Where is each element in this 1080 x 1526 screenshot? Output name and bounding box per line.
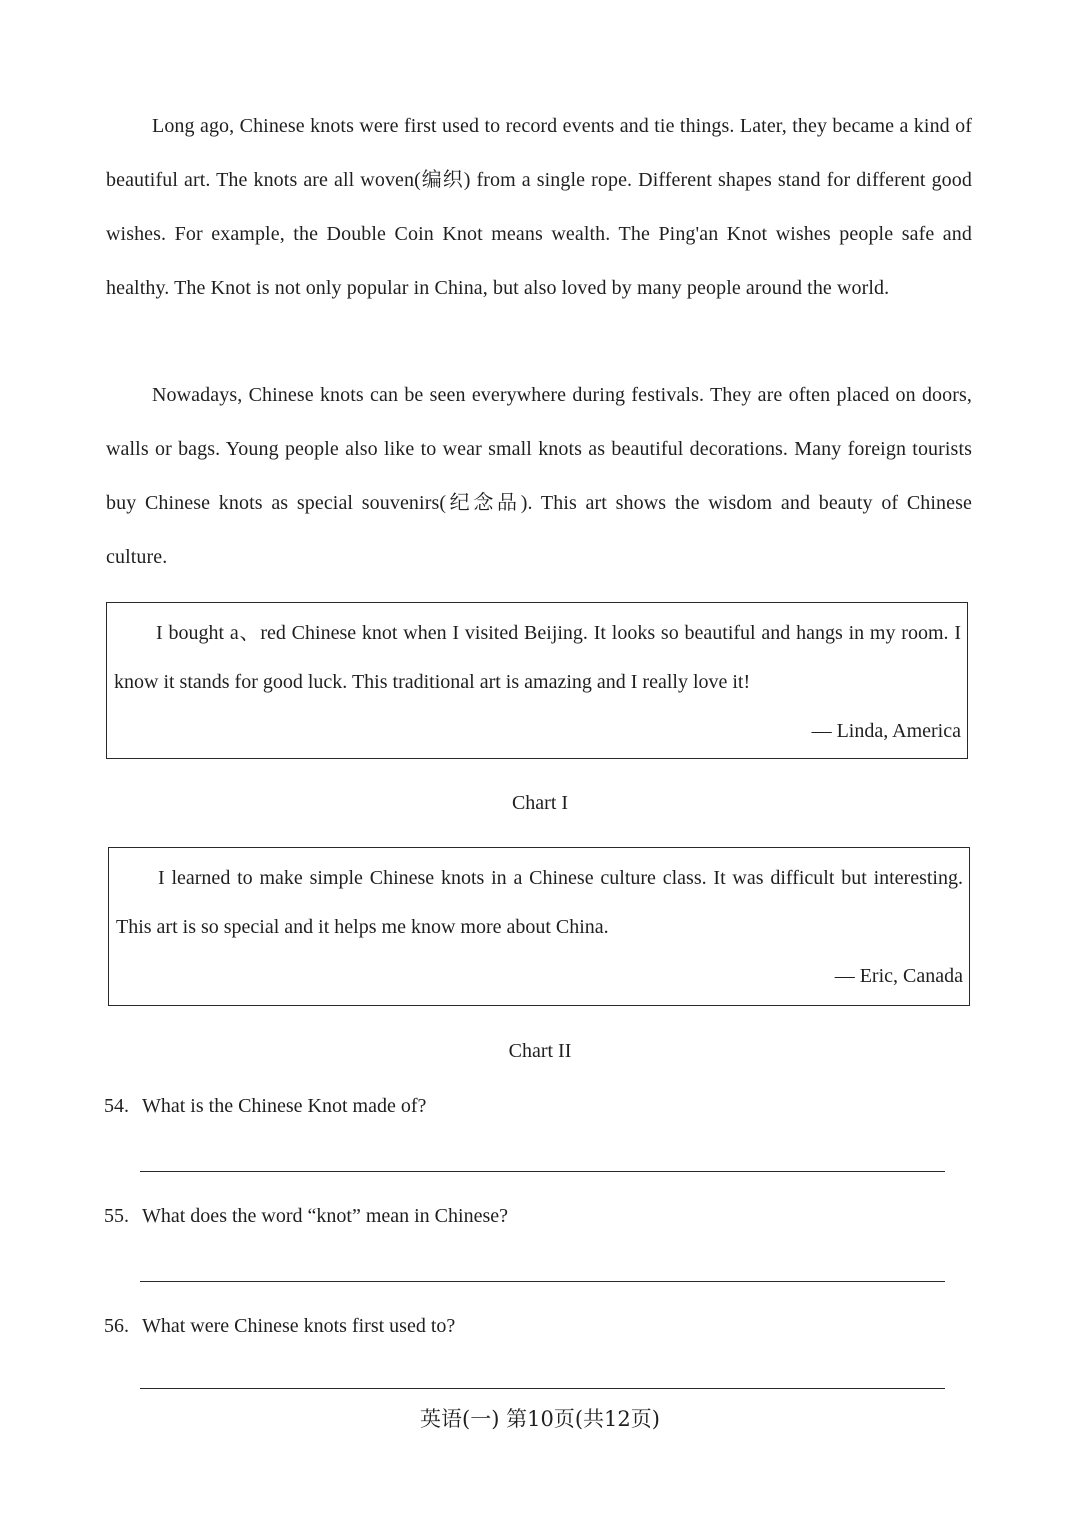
chart-1-box (106, 602, 968, 759)
chart-2-text: I learned to make simple Chinese knots in a Chinese culture class. It was difficult but interesting. This art is so special and it helps me know more about China. (116, 867, 963, 938)
answer-line-54[interactable] (140, 1171, 945, 1172)
chart-2-caption: Chart II (508, 1040, 572, 1062)
passage-paragraph-1: Long ago, Chinese knots were first used to record events and tie things. Later, they became a kind of beautiful art. The knots are all woven(编织) from a single rope. Different shapes stand for different good wishes. For example, the Double Coin Knot means wealth. The Ping'an Knot wishes people safe and healthy. The Knot is not only popular in China, but also loved by many people around the world. (106, 115, 972, 299)
question-text: What were Chinese knots first used to? (142, 1315, 456, 1337)
question-number: 55. (104, 1205, 129, 1227)
answer-line-56[interactable] (140, 1388, 945, 1389)
chart-1-text: I bought a、red Chinese knot when I visited Beijing. It looks so beautiful and hangs in my room. I know it stands for good luck. This traditional art is amazing and I really love it! (114, 622, 961, 693)
question-text: What is the Chinese Knot made of? (142, 1095, 427, 1117)
question-text: What does the word “knot” mean in Chinese? (142, 1205, 508, 1227)
chart-1-signature: — Linda, America (811, 720, 961, 742)
question-54 (104, 1092, 426, 1120)
passage-paragraph-2: Nowadays, Chinese knots can be seen everywhere during festivals. They are often placed on doors, walls or bags. Young people also like to wear small knots as beautiful decorations. Many foreign tourists buy Chinese knots as special souvenirs(纪念品). This art shows the wisdom and beauty of Chinese culture. (106, 384, 972, 568)
question-55 (104, 1202, 508, 1230)
question-number: 56. (104, 1315, 129, 1337)
chart-2-signature: — Eric, Canada (834, 965, 963, 987)
page-footer: 英语(一) 第10页(共12页) (420, 1407, 660, 1431)
question-number: 54. (104, 1095, 129, 1117)
question-56 (104, 1312, 455, 1340)
answer-line-55[interactable] (140, 1281, 945, 1282)
chart-1-caption: Chart I (511, 792, 569, 814)
chart-2-box (108, 847, 970, 1006)
